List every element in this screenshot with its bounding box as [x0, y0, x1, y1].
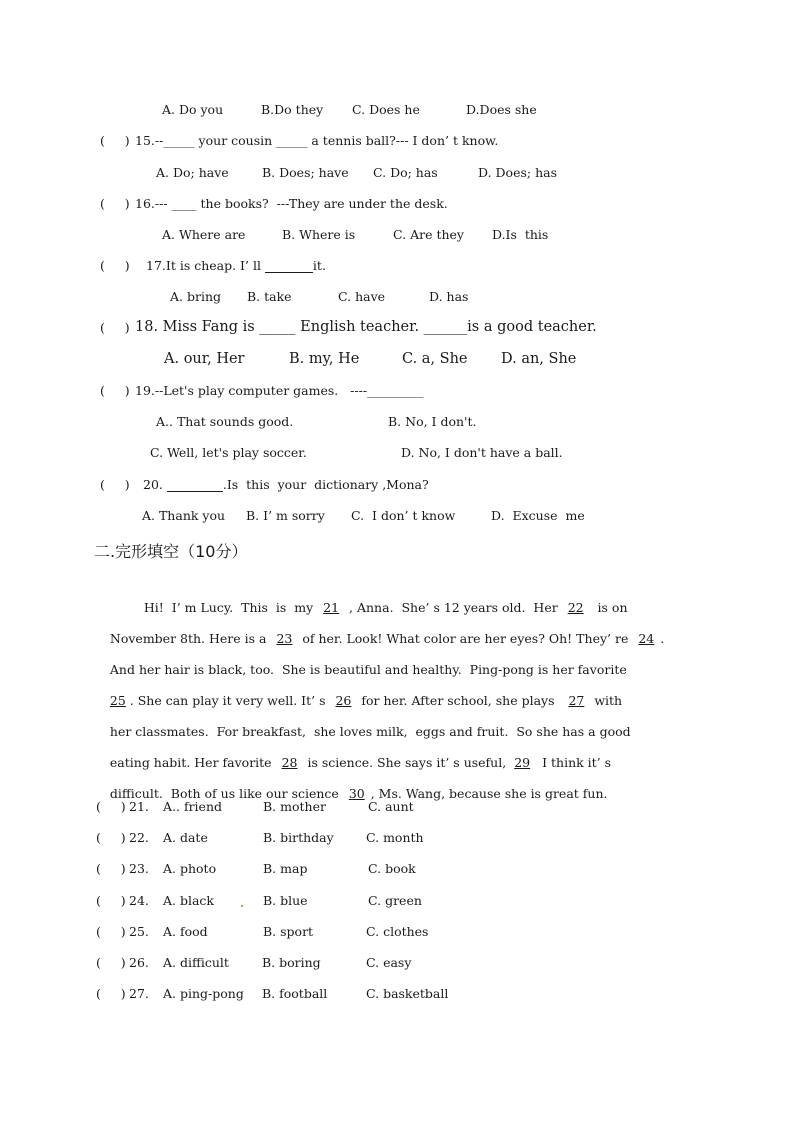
answer-paren[interactable]: ( )	[100, 383, 130, 398]
q14-option-c: C. Does he	[352, 102, 420, 117]
question-stem: .Is this your dictionary ,Mona?	[222, 477, 429, 492]
option-c: C. green	[368, 893, 422, 908]
answer-paren[interactable]: ( )	[100, 258, 130, 273]
passage-text: of her. Look! What color are her eyes? Oh! They’ re	[298, 631, 633, 646]
option-b: B. my, He	[289, 351, 360, 367]
question-number: 20.	[143, 477, 163, 492]
option-a: A. Where are	[162, 227, 246, 242]
option-a: A. photo	[163, 861, 217, 876]
question-stem-end: it.	[312, 258, 326, 273]
cloze-blank-26[interactable]: 26	[335, 693, 352, 708]
question-text	[143, 477, 429, 492]
option-d: D. Excuse me	[491, 508, 585, 523]
question-stem: --Let's play computer games. ----_________	[154, 383, 424, 398]
passage-text: for her. After school, she plays	[357, 693, 563, 708]
section-heading: 二.完形填空（10分）	[94, 542, 248, 561]
option-b: B. football	[262, 986, 328, 1001]
answer-paren[interactable]: ( )	[96, 861, 126, 876]
answer-paren[interactable]: ( )	[96, 955, 126, 970]
option-a: A. date	[163, 830, 208, 845]
answer-paren[interactable]: ( )	[96, 924, 126, 939]
question-number: 19.	[135, 383, 155, 398]
option-b: B. Where is	[282, 227, 356, 242]
option-a: A.. That sounds good.	[156, 414, 294, 429]
option-b: B. I’ m sorry	[246, 508, 325, 523]
passage-text: And her hair is black, too. She is beautiful and healthy. Ping-pong is her favorite	[109, 662, 627, 677]
question-text	[135, 319, 597, 335]
question-number: 22.	[129, 830, 149, 845]
question-number: 18.	[135, 319, 159, 335]
q14-option-b: B.Do they	[261, 102, 324, 117]
option-a: A. our, Her	[164, 351, 245, 367]
q14-option-d: D.Does she	[466, 102, 537, 117]
answer-paren[interactable]: ( )	[96, 830, 126, 845]
q14-option-a: A. Do you	[162, 102, 224, 117]
question-text	[135, 383, 423, 398]
passage-text: , Anna. She’ s 12 years old. Her	[345, 600, 562, 615]
option-c: C. month	[366, 830, 424, 845]
option-d: D. has	[429, 289, 469, 304]
option-b: B. birthday	[263, 830, 334, 845]
cloze-blank-24[interactable]: 24	[638, 631, 655, 646]
answer-paren[interactable]: ( )	[100, 196, 130, 211]
question-number: 24.	[129, 893, 149, 908]
option-c: C. clothes	[366, 924, 429, 939]
question-number: 23.	[129, 861, 149, 876]
question-stem: Miss Fang is _____ English teacher. ______is a good teacher.	[162, 319, 597, 335]
answer-paren[interactable]: ( )	[100, 133, 130, 148]
option-c: C. book	[368, 861, 416, 876]
answer-blank[interactable]	[167, 477, 223, 492]
option-a: A. Thank you	[142, 508, 226, 523]
option-a: A. bring	[170, 289, 222, 304]
option-c: C. basketball	[366, 986, 449, 1001]
option-b: B. take	[247, 289, 292, 304]
option-a: A.. friend	[163, 799, 222, 814]
question-stem: --- ____ the books? ---They are under the desk.	[154, 196, 448, 211]
option-a: A. ping-pong	[163, 986, 244, 1001]
cloze-blank-22[interactable]: 22	[567, 600, 584, 615]
question-text	[146, 258, 326, 273]
option-a: A. food	[163, 924, 208, 939]
passage-text: is on	[589, 600, 628, 615]
answer-paren[interactable]: ( )	[96, 986, 126, 1001]
question-stem: --_____ your cousin _____ a tennis ball?--- I don’ t know.	[154, 133, 499, 148]
question-number: 15.	[135, 133, 155, 148]
option-b: B. boring	[262, 955, 321, 970]
passage-text: Hi! I’ m Lucy. This is my	[143, 600, 318, 615]
option-a: A. black	[163, 893, 215, 908]
question-number: 25.	[129, 924, 149, 939]
passage-text: .	[660, 631, 665, 646]
option-d: D. an, She	[501, 351, 577, 367]
answer-paren[interactable]: ( )	[100, 320, 130, 335]
option-c: C. Do; has	[373, 165, 438, 180]
answer-blank[interactable]	[265, 258, 313, 273]
passage-text: her classmates. For breakfast, she loves milk, eggs and fruit. So she has a good	[109, 724, 631, 739]
option-d: D.Is this	[492, 227, 549, 242]
question-number: 16.	[135, 196, 155, 211]
option-b: B. Does; have	[262, 165, 349, 180]
option-c: C. easy	[366, 955, 412, 970]
option-c: C. Are they	[393, 227, 464, 242]
passage-text: I think it’ s	[538, 755, 612, 770]
answer-paren[interactable]: ( )	[100, 477, 130, 492]
cloze-blank-21[interactable]: 21	[323, 600, 340, 615]
passage-text: is science. She says it’ s useful,	[303, 755, 507, 770]
option-b: B. map	[263, 861, 308, 876]
cloze-blank-25[interactable]: 25	[109, 693, 126, 708]
passage-text: difficult. Both of us like our science	[109, 786, 343, 801]
option-b: B. sport	[263, 924, 314, 939]
question-text	[135, 133, 498, 148]
option-b: B. mother	[263, 799, 326, 814]
answer-paren[interactable]: ( )	[96, 799, 126, 814]
option-d: D. Does; has	[478, 165, 557, 180]
cloze-blank-29[interactable]: 29	[514, 755, 531, 770]
question-stem: It is cheap. I’ ll	[165, 258, 265, 273]
option-c: C. Well, let's play soccer.	[150, 445, 307, 460]
question-number: 26.	[129, 955, 149, 970]
option-c: C. have	[338, 289, 386, 304]
passage-text: with	[590, 693, 623, 708]
question-text	[135, 196, 448, 211]
option-c: C. aunt	[368, 799, 414, 814]
passage-text: eating habit. Her favorite	[109, 755, 276, 770]
passage-text: November 8th. Here is a	[109, 631, 271, 646]
cloze-blank-28[interactable]: 28	[281, 755, 298, 770]
cloze-blank-27[interactable]: 27	[568, 693, 585, 708]
option-c: C. I don’ t know	[351, 508, 456, 523]
option-b: B. blue	[263, 893, 308, 908]
option-a: A. difficult	[163, 955, 229, 970]
passage-text: , Ms. Wang, because she is great fun.	[370, 786, 608, 801]
option-d: D. No, I don't have a ball.	[401, 445, 563, 460]
cloze-blank-23[interactable]: 23	[276, 631, 293, 646]
passage-text: . She can play it very well. It’ s	[125, 693, 330, 708]
question-number: 27.	[129, 986, 149, 1001]
question-number: 17.	[146, 258, 166, 273]
stray-mark	[241, 905, 243, 907]
option-b: B. No, I don't.	[388, 414, 477, 429]
option-c: C. a, She	[402, 351, 468, 367]
option-a: A. Do; have	[156, 165, 229, 180]
question-number: 21.	[129, 799, 149, 814]
answer-paren[interactable]: ( )	[96, 893, 126, 908]
cloze-blank-30[interactable]: 30	[348, 786, 365, 801]
